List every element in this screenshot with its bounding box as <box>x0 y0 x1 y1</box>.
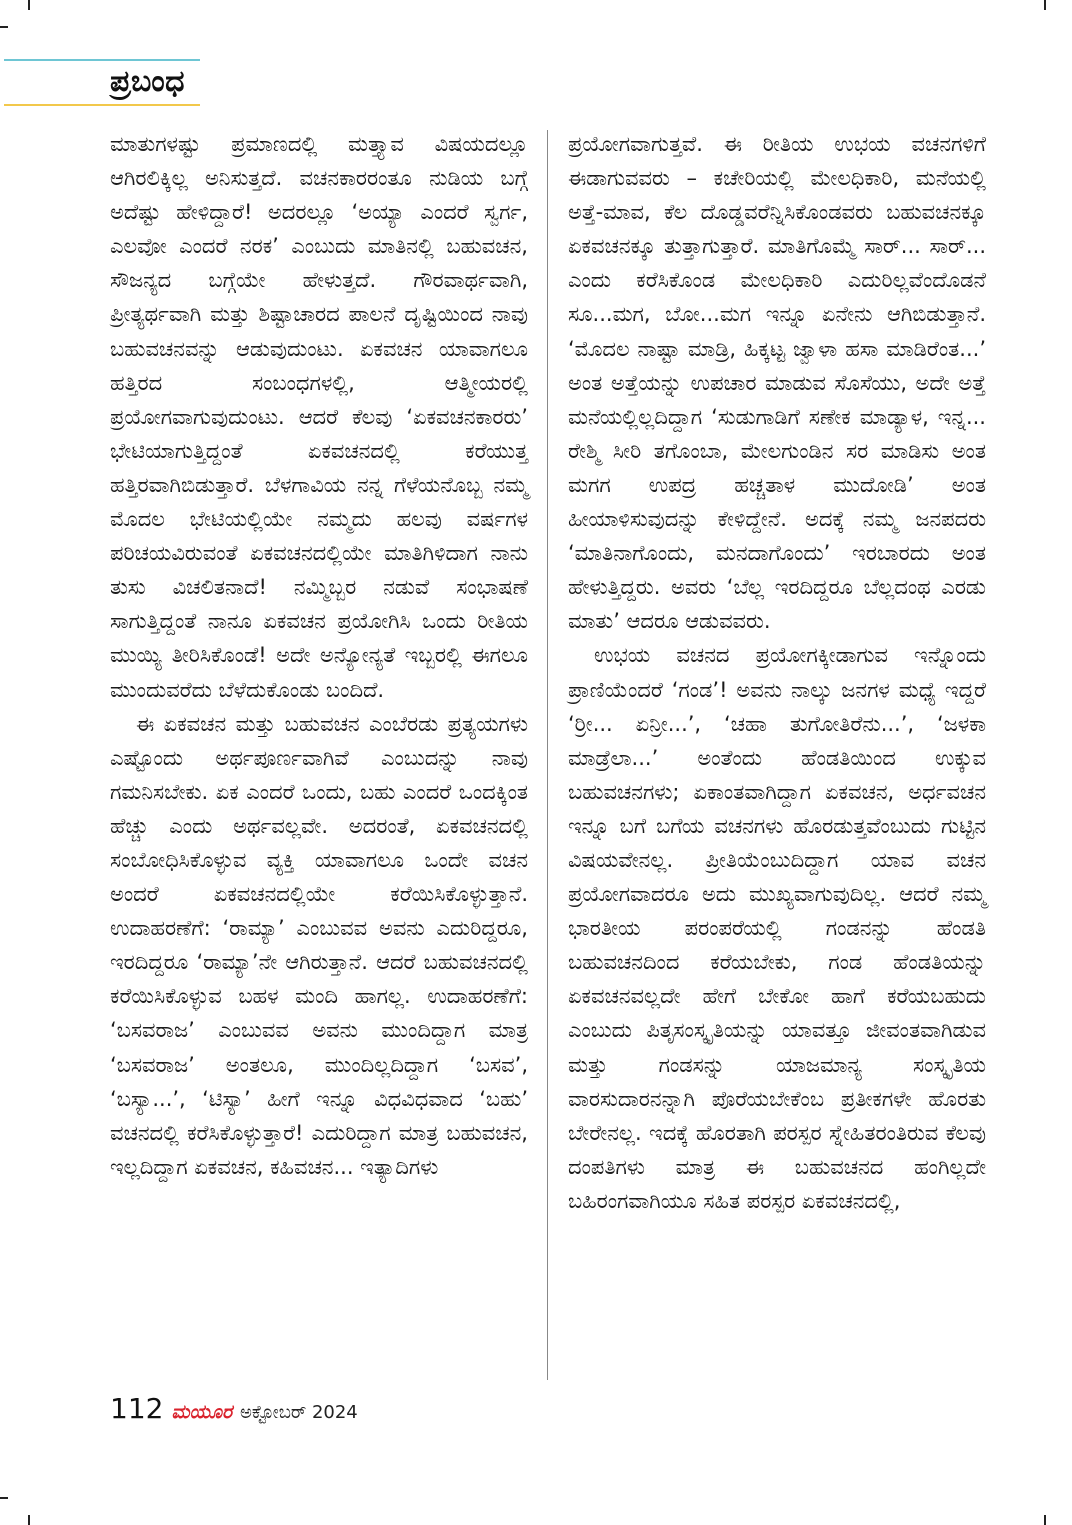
column-divider <box>547 130 548 1380</box>
page-number: 112 <box>110 1392 164 1425</box>
paragraph: ಈ ಏಕವಚನ ಮತ್ತು ಬಹುವಚನ ಎಂಬೆರಡು ಪ್ರತ್ಯಯಗಳು ಎಷ್ಟೊಂದು ಅರ್ಥಪೂರ್ಣವಾಗಿವೆ ಎಂಬುದನ್ನು ನಾವು ಗಮನಿಸಬೇಕು. ಏಕ ಎಂದರೆ ಒಂದು, ಬಹು ಎಂದರೆ ಒಂದಕ್ಕಿಂತ ಹೆಚ್ಚು ಎಂದು ಅರ್ಥವಲ್ಲವೇ. ಅದರಂತೆ, ಏಕವಚನದಲ್ಲಿ ಸಂಬೋಧಿಸಿಕೊಳ್ಳುವ ವ್ಯಕ್ತಿ ಯಾವಾಗಲೂ ಒಂದೇ ವಚನ ಅಂದರೆ ಏಕವಚನದಲ್ಲಿಯೇ ಕರೆಯಿಸಿಕೊಳ್ಳುತ್ತಾನೆ. ಉದಾಹರಣೆಗೆ: ‘ರಾಮ್ಯಾ’ ಎಂಬುವವ ಅವನು ಎದುರಿದ್ದರೂ, ಇರದಿದ್ದರೂ ‘ರಾಮ್ಯಾ’ನೇ ಆಗಿರುತ್ತಾನೆ. ಆದರೆ ಬಹುವಚನದಲ್ಲಿ ಕರೆಯಿಸಿಕೊಳ್ಳುವ ಬಹಳ ಮಂದಿ ಹಾಗಲ್ಲ. ಉದಾಹರಣೆಗೆ: ‘ಬಸವರಾಜ’ ಎಂಬುವವ ಅವನು ಮುಂದಿದ್ದಾಗ ಮಾತ್ರ ‘ಬಸವರಾಜ’ ಅಂತಲೂ, ಮುಂದಿಲ್ಲದಿದ್ದಾಗ ‘ಬಸವ’, ‘ಬಸ್ಯಾ...’, ‘ಟಿಸ್ಯಾ’ ಹೀಗೆ ಇನ್ನೂ ವಿಧವಿಧವಾದ ‘ಬಹು’ ವಚನದಲ್ಲಿ ಕರೆಸಿಕೊಳ್ಳುತ್ತಾರೆ! ಎದುರಿದ್ದಾಗ ಮಾತ್ರ ಬಹುವಚನ, ಇಲ್ಲದಿದ್ದಾಗ ಏಕವಚನ, ಕಹಿವಚನ... ಇತ್ಯಾದಿಗಳು <box>110 711 528 1179</box>
crop-mark <box>28 0 30 10</box>
crop-mark <box>0 1497 8 1499</box>
article-column-left <box>110 127 528 1184</box>
article-column-right <box>568 127 986 1218</box>
header-rule-bottom <box>4 104 200 106</box>
header-rule-top <box>4 59 200 61</box>
magazine-logo: ಮಯೂರ <box>171 1401 233 1423</box>
crop-mark <box>28 1515 30 1525</box>
section-title: ಪ್ರಬಂಧ <box>110 64 186 99</box>
crop-mark <box>1044 1515 1046 1525</box>
paragraph: ಉಭಯ ವಚನದ ಪ್ರಯೋಗಕ್ಕೀಡಾಗುವ ಇನ್ನೊಂದು ಪ್ರಾಣಿಯೆಂದರೆ ‘ಗಂಡ’! ಅವನು ನಾಲ್ಕು ಜನಗಳ ಮಧ್ಯೆ ಇದ್ದರೆ ‘ರ್‍ರೀ... ಏನ್ರೀ...’, ‘ಚಹಾ ತುಗೋತಿರೆನು...’, ‘ಜಳಕಾ ಮಾಡ್ರೆಲಾ...’ ಅಂತೆಂದು ಹೆಂಡತಿಯಿಂದ ಉಕ್ಕುವ ಬಹುವಚನಗಳು; ಏಕಾಂತವಾಗಿದ್ದಾಗ ಏಕವಚನ, ಅರ್ಧವಚನ ಇನ್ನೂ ಬಗೆ ಬಗೆಯ ವಚನಗಳು ಹೊರಡುತ್ತವೆಂಬುದು ಗುಟ್ಟಿನ ವಿಷಯವೇನಲ್ಲ. ಪ್ರೀತಿಯೆಂಬುದಿದ್ದಾಗ ಯಾವ ವಚನ ಪ್ರಯೋಗವಾದರೂ ಅದು ಮುಖ್ಯವಾಗುವುದಿಲ್ಲ. ಆದರೆ ನಮ್ಮ ಭಾರತೀಯ ಪರಂಪರೆಯಲ್ಲಿ ಗಂಡನನ್ನು ಹೆಂಡತಿ ಬಹುವಚನದಿಂದ ಕರೆಯಬೇಕು, ಗಂಡ ಹೆಂಡತಿಯನ್ನು ಏಕವಚನವಲ್ಲದೇ ಹೇಗೆ ಬೇಕೋ ಹಾಗೆ ಕರೆಯಬಹುದು ಎಂಬುದು ಪಿತೃಸಂಸ್ಕೃತಿಯನ್ನು ಯಾವತ್ತೂ ಜೀವಂತವಾಗಿಡುವ ಮತ್ತು ಗಂಡಸನ್ನು ಯಾಜಮಾನ್ಯ ಸಂಸ್ಕೃತಿಯ ವಾರಸುದಾರನನ್ನಾಗಿ ಪೊರೆಯಬೇಕೆಂಬ ಪ್ರತೀಕಗಳೇ ಹೊರತು ಬೇರೇನಲ್ಲ. ಇದಕ್ಕೆ ಹೊರತಾಗಿ ಪರಸ್ಪರ ಸ್ನೇಹಿತರಂತಿರುವ ಕೆಲವು ದಂಪತಿಗಳು ಮಾತ್ರ ಈ ಬಹುವಚನದ ಹಂಗಿಲ್ಲದೇ ಬಹಿರಂಗವಾಗಿಯೂ ಸಹಿತ ಪರಸ್ಪರ ಏಕವಚನದಲ್ಲಿ, <box>568 643 986 1213</box>
crop-mark <box>0 26 8 28</box>
crop-mark <box>1044 0 1046 10</box>
paragraph: ಮಾತುಗಳಷ್ಟು ಪ್ರಮಾಣದಲ್ಲಿ ಮತ್ತ್ಯಾವ ವಿಷಯದಲ್ಲೂ ಆಗಿರಲಿಕ್ಕಿಲ್ಲ ಅನಿಸುತ್ತದೆ. ವಚನಕಾರರಂತೂ ನುಡಿಯ ಬಗ್ಗೆ ಅದೆಷ್ಟು ಹೇಳಿದ್ದಾರೆ! ಅದರಲ್ಲೂ ‘ಅಯ್ಯಾ ಎಂದರೆ ಸ್ವರ್ಗ, ಎಲವೋ ಎಂದರೆ ನರಕ’ ಎಂಬುದು ಮಾತಿನಲ್ಲಿ ಬಹುವಚನ, ಸೌಜನ್ಯದ ಬಗ್ಗೆಯೇ ಹೇಳುತ್ತದೆ. ಗೌರವಾರ್ಥವಾಗಿ, ಪ್ರೀತ್ಯರ್ಥವಾಗಿ ಮತ್ತು ಶಿಷ್ಟಾಚಾರದ ಪಾಲನೆ ದೃಷ್ಟಿಯಿಂದ ನಾವು ಬಹುವಚನವನ್ನು ಆಡುವುದುಂಟು. ಏಕವಚನ ಯಾವಾಗಲೂ ಹತ್ತಿರದ ಸಂಬಂಧಗಳಲ್ಲಿ, ಆತ್ಮೀಯರಲ್ಲಿ ಪ್ರಯೋಗವಾಗುವುದುಂಟು. ಆದರೆ ಕೆಲವು ‘ಏಕವಚನಕಾರರು’ ಭೇಟಿಯಾಗುತ್ತಿದ್ದಂತೆ ಏಕವಚನದಲ್ಲಿ ಕರೆಯುತ್ತ ಹತ್ತಿರವಾಗಿಬಿಡುತ್ತಾರೆ. ಬೆಳಗಾವಿಯ ನನ್ನ ಗೆಳೆಯನೊಬ್ಬ ನಮ್ಮ ಮೊದಲ ಭೇಟಿಯಲ್ಲಿಯೇ ನಮ್ಮದು ಹಲವು ವರ್ಷಗಳ ಪರಿಚಯವಿರುವಂತೆ ಏಕವಚನದಲ್ಲಿಯೇ ಮಾತಿಗಿಳಿದಾಗ ನಾನು ತುಸು ವಿಚಲಿತನಾದೆ! ನಮ್ಮಿಬ್ಬರ ನಡುವೆ ಸಂಭಾಷಣೆ ಸಾಗುತ್ತಿದ್ದಂತೆ ನಾನೂ ಏಕವಚನ ಪ್ರಯೋಗಿಸಿ ಒಂದು ರೀತಿಯ ಮುಯ್ಯಿ ತೀರಿಸಿಕೊಂಡೆ! ಅದೇ ಅನ್ಯೋನ್ಯತೆ ಇಬ್ಬರಲ್ಲಿ ಈಗಲೂ ಮುಂದುವರೆದು ಬೆಳೆದುಕೊಂಡು ಬಂದಿದೆ. <box>110 132 528 702</box>
issue-date: ಅಕ್ಟೋಬರ್ 2024 <box>240 1402 358 1423</box>
paragraph: ಪ್ರಯೋಗವಾಗುತ್ತವೆ. ಈ ರೀತಿಯ ಉಭಯ ವಚನಗಳಿಗೆ ಈಡಾಗುವವರು – ಕಚೇರಿಯಲ್ಲಿ ಮೇಲಧಿಕಾರಿ, ಮನೆಯಲ್ಲಿ ಅತ್ತೆ-ಮಾವ, ಕೆಲ ದೊಡ್ಡವರೆನ್ನಿಸಿಕೊಂಡವರು ಬಹುವಚನಕ್ಕೂ ಏಕವಚನಕ್ಕೂ ತುತ್ತಾಗುತ್ತಾರೆ. ಮಾತಿಗೊಮ್ಮೆ ಸಾರ್... ಸಾರ್... ಎಂದು ಕರೆಸಿಕೊಂಡ ಮೇಲಧಿಕಾರಿ ಎದುರಿಲ್ಲವೆಂದೊಡನೆ ಸೂ...ಮಗ, ಬೋ...ಮಗ ಇನ್ನೂ ಏನೇನು ಆಗಿಬಿಡುತ್ತಾನೆ. ‘ಮೊದಲ ನಾಷ್ಟಾ ಮಾಡ್ರಿ, ಹಿಕ್ಕಟ್ಟ ಜ್ವಾಳಾ ಹಸಾ ಮಾಡಿರೆಂತ...’ ಅಂತ ಅತ್ತೆಯನ್ನು ಉಪಚಾರ ಮಾಡುವ ಸೊಸೆಯು, ಅದೇ ಅತ್ತೆ ಮನೆಯಲ್ಲಿಲ್ಲದಿದ್ದಾಗ ‘ಸುಡುಗಾಡಿಗೆ ಸಣೇಕ ಮಾಡ್ಯಾಳ, ಇನ್ನ... ರೇಶ್ಮಿ ಸೀರಿ ತಗೊಂಬಾ, ಮೇಲಗುಂಡಿನ ಸರ ಮಾಡಿಸು ಅಂತ ಮಗಗ ಉಪದ್ರ ಹಚ್ಚತಾಳ ಮುದೋಡಿ’ ಅಂತ ಹೀಯಾಳಿಸುವುದನ್ನು ಕೇಳಿದ್ದೇನೆ. ಅದಕ್ಕೆ ನಮ್ಮ ಜನಪದರು ‘ಮಾತಿನಾಗೊಂದು, ಮನದಾಗೊಂದು’ ಇರಬಾರದು ಅಂತ ಹೇಳುತ್ತಿದ್ದರು. ಅವರು ‘ಬೆಲ್ಲ ಇರದಿದ್ದರೂ ಬೆಲ್ಲದಂಥ ಎರಡು ಮಾತು’ ಆದರೂ ಆಡುವವರು. <box>568 132 986 634</box>
page-footer <box>110 1392 358 1432</box>
